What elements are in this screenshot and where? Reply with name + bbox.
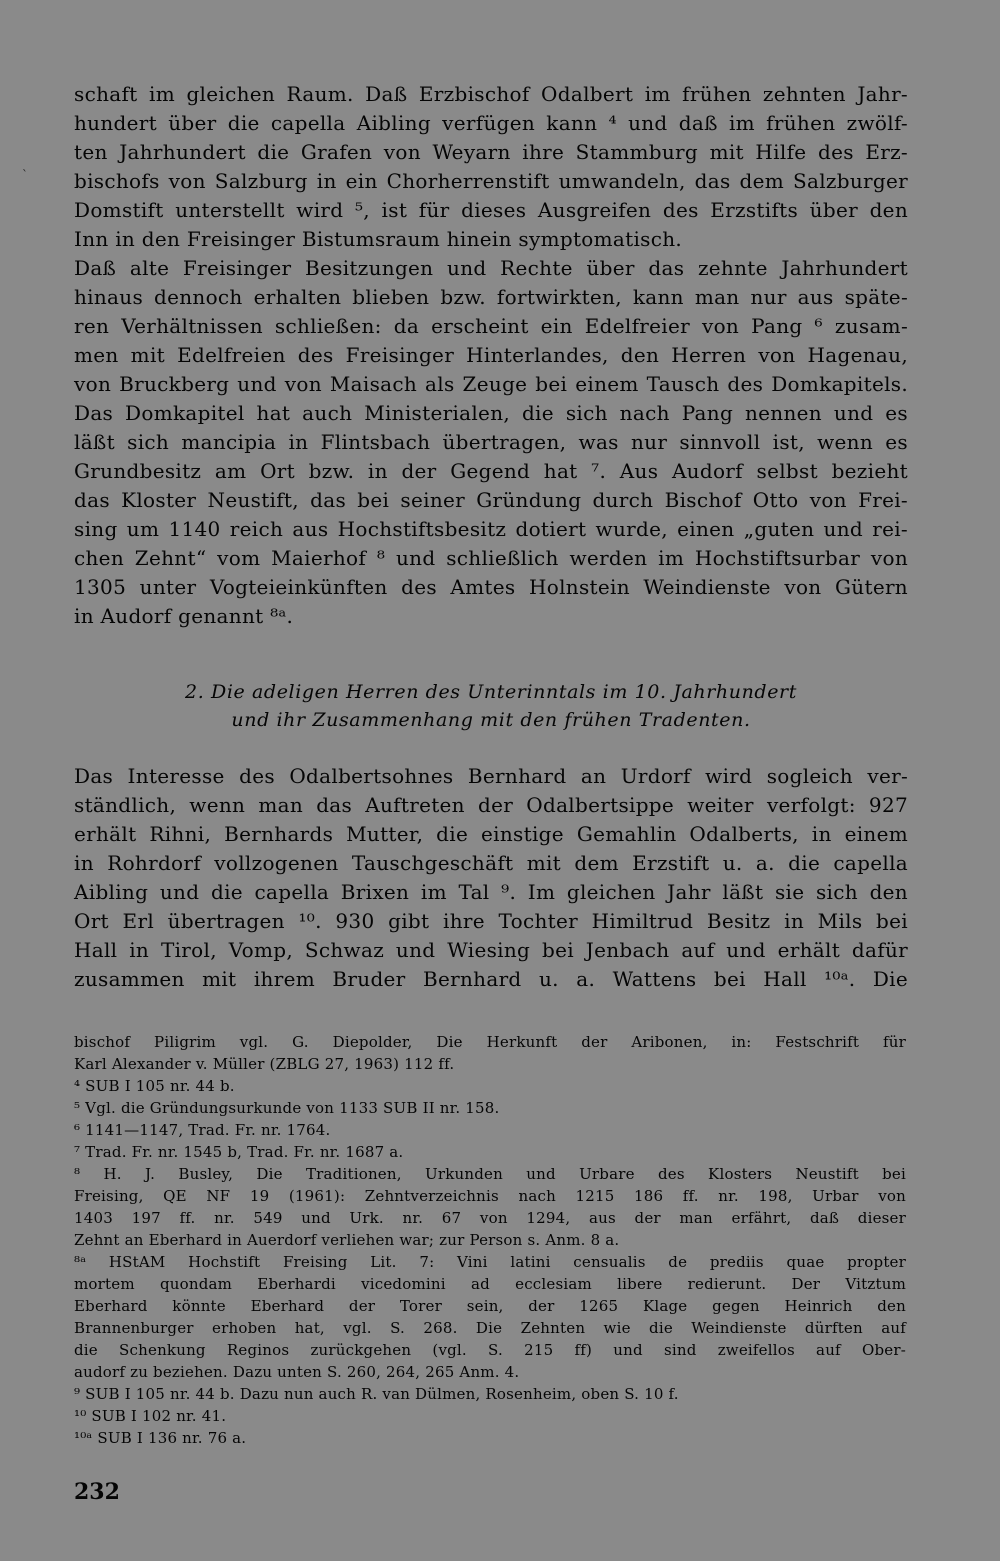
footnote-line: audorf zu beziehen. Dazu unten S. 260, 264, 265 Anm. 4. — [74, 1363, 520, 1381]
heading-line: 2. Die adeligen Herren des Unterinntals im 10. Jahrhundert — [185, 681, 797, 703]
text-line: von Bruckberg und von Maisach als Zeuge bei einem Tausch des Domkapitels. — [74, 372, 908, 396]
heading-line: und ihr Zusammenhang mit den frühen Tradenten. — [231, 709, 751, 731]
text-line: ten Jahrhundert die Grafen von Weyarn ihre Stammburg mit Hilfe des Erz- — [74, 140, 908, 164]
footnote-line: ⁸ᵃ HStAM Hochstift Freising Lit. 7: Vini latini censualis de prediis quae propter — [74, 1253, 906, 1271]
text-line: sing um 1140 reich aus Hochstiftsbesitz dotiert wurde, einen „guten und rei- — [74, 517, 908, 541]
footnote-line: ⁵ Vgl. die Gründungsurkunde von 1133 SUB II nr. 158. — [74, 1099, 500, 1117]
text-line: bischofs von Salzburg in ein Chorherrenstift umwandeln, das dem Salzburger — [74, 169, 908, 193]
footnote-line: ¹⁰ᵃ SUB I 136 nr. 76 a. — [74, 1429, 247, 1447]
text-line: Das Interesse des Odalbertsohnes Bernhard an Urdorf wird sogleich ver- — [74, 764, 908, 788]
text-line: erhält Rihni, Bernhards Mutter, die einstige Gemahlin Odalberts, in einem — [74, 822, 908, 846]
footnote-line: Karl Alexander v. Müller (ZBLG 27, 1963) 112 ff. — [74, 1055, 455, 1073]
text-line: Domstift unterstellt wird ⁵, ist für dieses Ausgreifen des Erzstifts über den — [74, 198, 908, 222]
text-line: men mit Edelfreien des Freisinger Hinterlandes, den Herren von Hagenau, — [74, 343, 908, 367]
page-number: 232 — [74, 1479, 120, 1505]
footnote-line: mortem quondam Eberhardi vicedomini ad ecclesiam libere redierunt. Der Vitztum — [74, 1275, 906, 1293]
text-line: ren Verhältnissen schließen: da erscheint ein Edelfreier von Pang ⁶ zusam- — [74, 314, 908, 338]
stray-ink-mark: ` — [22, 168, 28, 182]
text-line: schaft im gleichen Raum. Daß Erzbischof Odalbert im frühen zehnten Jahr- — [74, 82, 908, 106]
text-line: Aibling und die capella Brixen im Tal ⁹. Im gleichen Jahr läßt sie sich den — [74, 880, 908, 904]
footnote-line: Brannenburger erhoben hat, vgl. S. 268. Die Zehnten wie die Weindienste dürften auf — [74, 1319, 906, 1337]
footnote-line: ⁶ 1141—1147, Trad. Fr. nr. 1764. — [74, 1121, 331, 1139]
text-line: das Kloster Neustift, das bei seiner Gründung durch Bischof Otto von Frei- — [74, 488, 908, 512]
text-line: 1305 unter Vogteieinkünften des Amtes Holnstein Weindienste von Gütern — [74, 575, 908, 599]
text-line: Das Domkapitel hat auch Ministerialen, die sich nach Pang nennen und es — [74, 401, 908, 425]
footnote-line: 1403 197 ff. nr. 549 und Urk. nr. 67 von 1294, aus der man erfährt, daß dieser — [74, 1209, 906, 1227]
text-line: Daß alte Freisinger Besitzungen und Rechte über das zehnte Jahrhundert — [74, 256, 908, 280]
text-line: zusammen mit ihrem Bruder Bernhard u. a. Wattens bei Hall ¹⁰ᵃ. Die — [74, 967, 908, 991]
text-line: Ort Erl übertragen ¹⁰. 930 gibt ihre Tochter Himiltrud Besitz in Mils bei — [74, 909, 908, 933]
text-line: läßt sich mancipia in Flintsbach übertragen, was nur sinnvoll ist, wenn es — [74, 430, 908, 454]
text-line: chen Zehnt“ vom Maierhof ⁸ und schließlich werden im Hochstiftsurbar von — [74, 546, 908, 570]
text-line: Hall in Tirol, Vomp, Schwaz und Wiesing bei Jenbach auf und erhält dafür — [74, 938, 908, 962]
text-line: hinaus dennoch erhalten blieben bzw. fortwirkten, kann man nur aus späte- — [74, 285, 908, 309]
text-line: Grundbesitz am Ort bzw. in der Gegend hat ⁷. Aus Audorf selbst bezieht — [74, 459, 908, 483]
footnote-line: ¹⁰ SUB I 102 nr. 41. — [74, 1407, 227, 1425]
footnote-line: ⁸ H. J. Busley, Die Traditionen, Urkunden und Urbare des Klosters Neustift bei — [74, 1165, 906, 1183]
text-line: in Audorf genannt ⁸ᵃ. — [74, 604, 294, 628]
footnote-line: die Schenkung Reginos zurückgehen (vgl. S. 215 ff) und sind zweifellos auf Ober- — [74, 1341, 906, 1359]
text-line: Inn in den Freisinger Bistumsraum hinein symptomatisch. — [74, 227, 683, 251]
footnote-line: ⁷ Trad. Fr. nr. 1545 b, Trad. Fr. nr. 1687 a. — [74, 1143, 404, 1161]
footnote-line: ⁹ SUB I 105 nr. 44 b. Dazu nun auch R. van Dülmen, Rosenheim, oben S. 10 f. — [74, 1385, 679, 1403]
text-line: in Rohrdorf vollzogenen Tauschgeschäft mit dem Erzstift u. a. die capella — [74, 851, 908, 875]
text-line: ständlich, wenn man das Auftreten der Odalbertsippe weiter verfolgt: 927 — [74, 793, 908, 817]
footnote-line: Eberhard könnte Eberhard der Torer sein, der 1265 Klage gegen Heinrich den — [74, 1297, 906, 1315]
footnote-line: ⁴ SUB I 105 nr. 44 b. — [74, 1077, 235, 1095]
footnote-line: Freising, QE NF 19 (1961): Zehntverzeichnis nach 1215 186 ff. nr. 198, Urbar von — [74, 1187, 906, 1205]
text-line: hundert über die capella Aibling verfügen kann ⁴ und daß im frühen zwölf- — [74, 111, 908, 135]
footnote-line: bischof Piligrim vgl. G. Diepolder, Die Herkunft der Aribonen, in: Festschrift für — [74, 1033, 906, 1051]
footnote-line: Zehnt an Eberhard in Auerdorf verliehen war; zur Person s. Anm. 8 a. — [74, 1231, 620, 1249]
